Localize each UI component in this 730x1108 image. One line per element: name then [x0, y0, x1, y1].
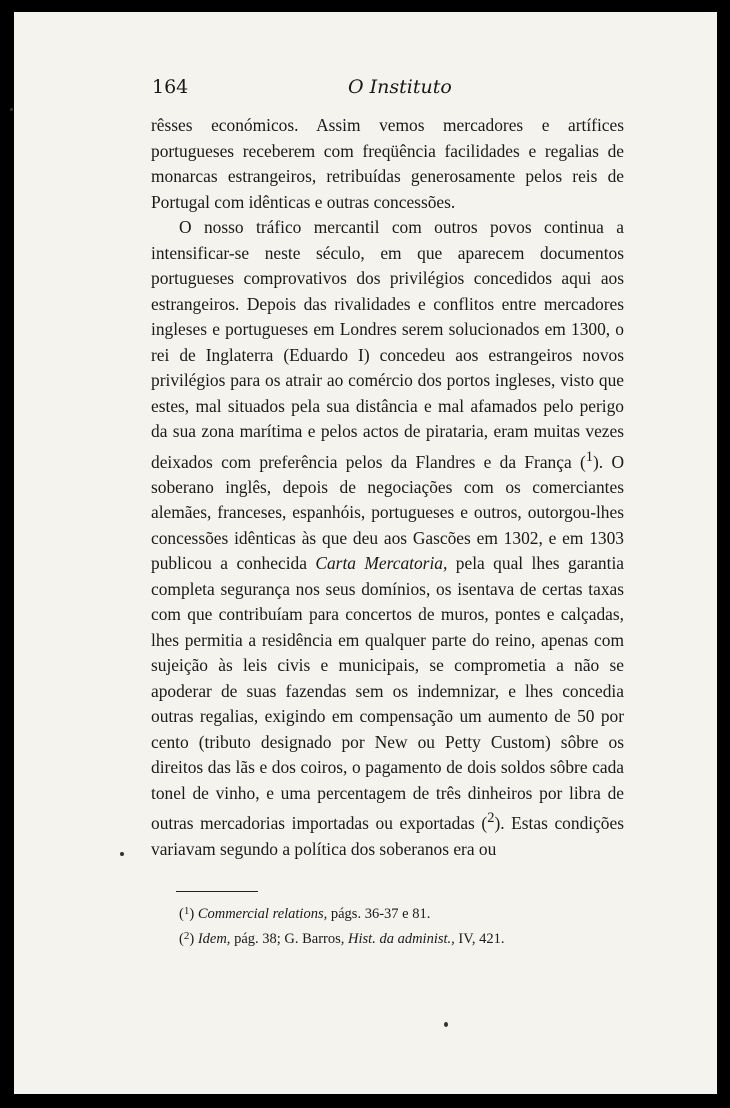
footnote	[179, 900, 624, 925]
text-run: ). Estas condições variavam segundo a política dos soberanos era ou	[151, 813, 624, 859]
text-run: ). O soberano inglês, depois de negociações com os comerciantes alemães, franceses, espanhóis, portugueses e outros, outorgou-lhes concessões idênticas às que deu aos Gascões em 1302, e em 1303 publicou a conhecida	[151, 451, 624, 574]
footnote	[179, 925, 624, 950]
italic-text: Carta Mercatoria,	[315, 553, 448, 574]
text-run: IV, 421.	[454, 931, 505, 947]
paragraph	[151, 215, 624, 862]
body-text	[151, 113, 624, 862]
italic-text: Hist. da administ.,	[348, 931, 455, 947]
text-run: rêsses económicos. Assim vemos mercadores e artífices portugueses receberem com freqüência facilidades e regalias de monarcas estrangeiros, retribuídas generosamente pelos reis de Portugal com idênticas e outras concessões.	[151, 115, 624, 212]
text-run: O nosso tráfico mercantil com outros povos continua a intensificar-se neste século, em que aparecem documentos portugueses comprovativos dos privilégios concedidos aqui aos estrangeiros. Depois das rivalidades e conflitos entre mercadores ingleses e portugueses em Londres serem solucionados em 1300, o rei de Inglaterra (Eduardo I) concedeu aos estrangeiros novos privilégios para os atrair ao comércio dos portos ingleses, visto que estes, mal situados pela sua distância e mal afamados pelo perigo da sua zona marítima e pelos actos de pirataria, eram muitas vezes deixados com preferência pelos da Flandres e da França (	[151, 217, 624, 472]
running-title: O Instituto	[348, 76, 452, 98]
footnote-marker: ($^1$)	[179, 905, 198, 922]
paragraph	[151, 113, 624, 215]
footnotes	[179, 900, 624, 950]
ink-speck	[120, 852, 124, 856]
ink-speck	[10, 108, 13, 111]
ink-speck	[444, 1022, 448, 1027]
page-number: 164	[152, 76, 189, 98]
footnote-marker: ($^2$)	[179, 930, 198, 947]
footnote-ref: 1	[585, 448, 594, 465]
footnote-rule	[176, 891, 258, 892]
italic-text: Idem,	[197, 931, 231, 947]
footnote-number: 1	[183, 905, 190, 917]
footnote-number: 2	[183, 930, 190, 942]
text-run: pela qual lhes garantia completa segurança nos seus domínios, os isentava de certas taxas com que contribuíam para concertos de muros, pontes e calçadas, lhes permitia a residência em qualquer parte do reino, apenas com sujeição às leis civis e municipais, se comprometia a não se apoderar de suas fazendas sem os indemnizar, e lhes concedia outras regalias, exigindo em compensação um aumento de 50 por cento (tributo designado por New ou Petty Custom) sôbre os direitos das lãs e dos coiros, o pagamento de dois soldos sôbre cada tonel de vinho, e uma percentagem de três dinheiros por libra de outras mercadorias importadas ou exportadas (	[151, 553, 625, 834]
text-run: pág. 38; G. Barros,	[230, 931, 349, 947]
page-header	[152, 76, 632, 104]
text-run: págs. 36-37 e 81.	[327, 906, 431, 922]
italic-text: Commercial relations,	[197, 906, 328, 922]
book-page	[14, 12, 717, 1094]
footnote-ref: 2	[487, 810, 495, 827]
